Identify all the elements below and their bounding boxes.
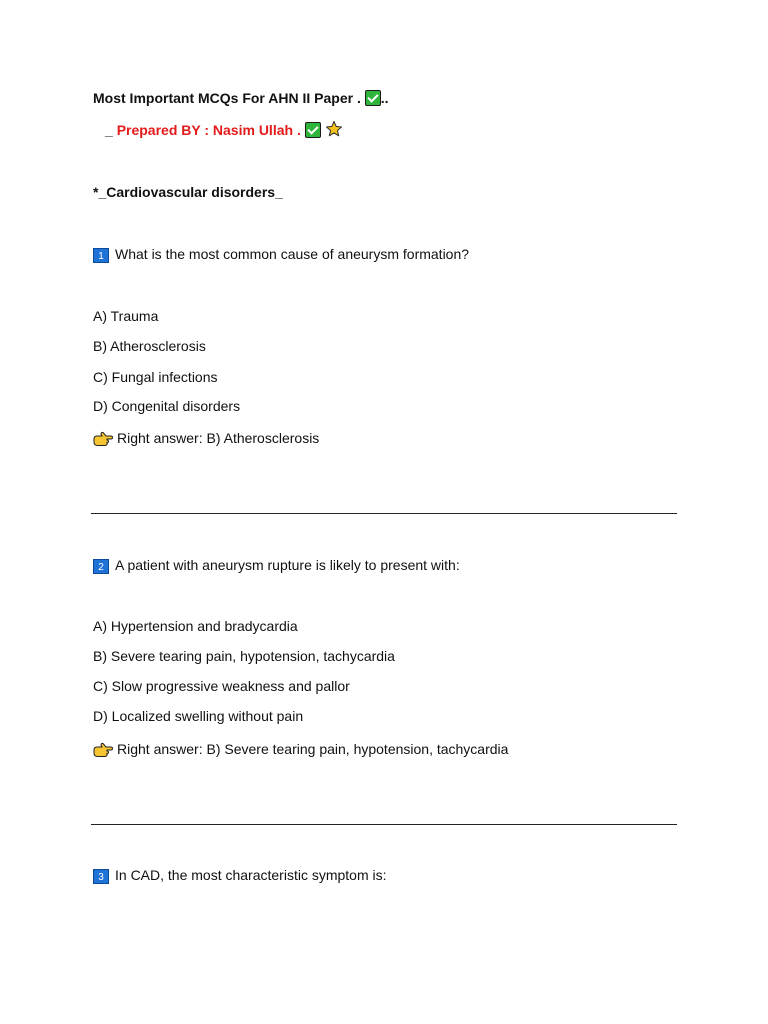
option: C) Fungal infections	[93, 369, 218, 385]
keycap-number-icon: 3	[93, 869, 109, 884]
prepared-by: Prepared BY : Nasim Ullah .	[116, 122, 301, 138]
answer-line	[93, 428, 319, 452]
divider	[91, 513, 677, 514]
pointing-hand-icon	[93, 431, 113, 452]
option: A) Hypertension and bradycardia	[93, 618, 298, 634]
section-heading: *_Cardiovascular disorders_	[93, 184, 283, 200]
document-title: Most Important MCQs For AHN II Paper .	[93, 90, 361, 106]
check-mark-icon	[305, 122, 321, 138]
pointing-hand-icon	[93, 742, 113, 763]
divider	[91, 824, 677, 825]
prepared-by-line	[105, 120, 343, 143]
star-icon	[325, 120, 343, 143]
option: B) Atherosclerosis	[93, 338, 206, 354]
option: B) Severe tearing pain, hypotension, tachycardia	[93, 648, 395, 664]
question-2	[93, 555, 460, 575]
question-3	[93, 865, 387, 885]
check-mark-icon	[365, 90, 381, 106]
question-text: In CAD, the most characteristic symptom is:	[115, 867, 387, 883]
document-title-line	[93, 88, 389, 108]
answer-line	[93, 739, 508, 763]
title-suffix: ..	[380, 90, 389, 106]
question-text: What is the most common cause of aneurysm formation?	[115, 246, 470, 262]
answer-text: Right answer: B) Severe tearing pain, hypotension, tachycardia	[117, 741, 509, 757]
question-text: A patient with aneurysm rupture is likely to present with:	[115, 557, 460, 573]
option: A) Trauma	[93, 308, 159, 324]
option: D) Congenital disorders	[93, 398, 241, 414]
option: C) Slow progressive weakness and pallor	[93, 678, 350, 694]
keycap-number-icon: 2	[93, 559, 109, 574]
option: D) Localized swelling without pain	[93, 708, 304, 724]
answer-text: Right answer: B) Atherosclerosis	[117, 430, 320, 446]
prepared-prefix: _	[105, 122, 117, 138]
keycap-number-icon: 1	[93, 248, 109, 263]
question-1	[93, 244, 469, 264]
